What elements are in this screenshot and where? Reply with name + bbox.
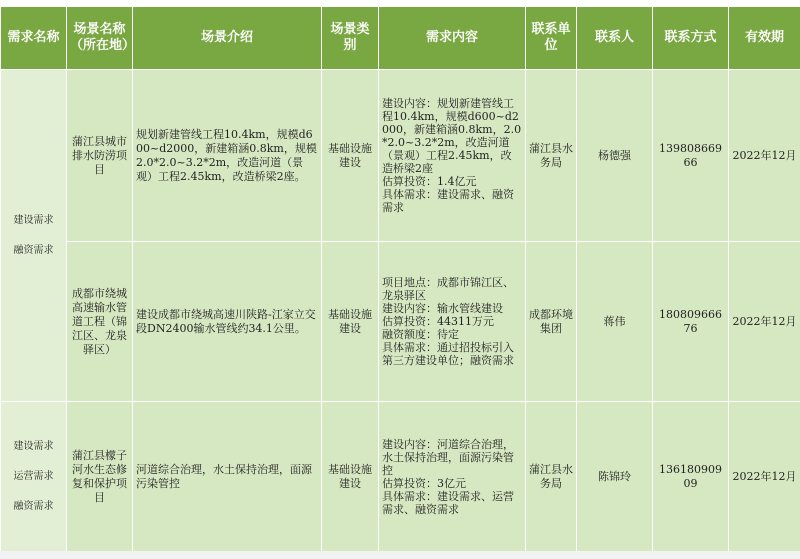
scene-category-cell: 基础设施建设 [322,70,379,242]
header-demand-name: 需求名称 [1,7,67,70]
content-line: 估算投资：1.4亿元 [382,175,477,188]
content-line: 项目地点：成都市锦江区、龙泉驿区 [382,276,514,302]
content-line: 估算投资：3亿元 [382,476,466,490]
header-scene-category: 场景类别 [322,7,379,70]
table-row [1,70,800,242]
content-line: 建设内容：输水管线建设 [382,302,503,315]
scene-name-cell: 蒲江县城市排水防涝项目 [67,70,133,242]
content-line: 具体需求：建设需求、融资需求 [382,188,514,214]
contact-unit-cell: 成都环境集团 [526,242,577,402]
table-row [1,242,800,402]
demand-content-cell [379,70,526,242]
scene-name-cell: 蒲江县檬子河水生态修复和保护项目 [67,402,133,552]
demand-type-cell [1,70,67,402]
contact-phone-cell: 13980866966 [653,70,729,242]
demand-type-label: 融资需求 [13,500,54,512]
content-line: 建设内容：规划新建管线工程10.4km，规模d600~d2000，新建箱涵0.8km，2.0*2.0~3.2*2m，改造河道（景观）工程2.45km，改造桥梁2座 [382,97,522,175]
contact-person-cell: 杨德强 [577,70,653,242]
scene-intro-cell: 河道综合治理，水土保持治理，面源污染管控 [133,402,322,552]
scene-intro-cell: 规划新建管线工程10.4km，规模d600~d2000，新建箱涵0.8km，规模2.0*2.0~3.2*2m，改造河道（景观）工程2.45km，改造桥梁2座。 [133,70,322,242]
validity-cell: 2022年12月 [729,402,800,552]
content-line: 建设内容：河道综合治理，水土保持治理，面源污染管控 [382,437,514,477]
demand-type-label: 融资需求 [13,244,54,256]
bottom-strip [0,551,800,559]
validity-cell: 2022年12月 [729,242,800,402]
scene-name-cell: 成都市绕城高速输水管道工程（锦江区、龙泉驿区） [67,242,133,402]
content-line: 具体需求：建设需求、运营需求、融资需求 [382,489,514,516]
demand-type-label: 建设需求 [13,440,54,452]
contact-phone-cell: 18080966676 [653,242,729,402]
header-contact-person: 联系人 [577,7,653,70]
demand-type-cell [1,402,67,552]
validity-cell: 2022年12月 [729,70,800,242]
header-demand-content: 需求内容 [379,7,526,70]
contact-unit-cell: 蒲江县水务局 [526,70,577,242]
scene-category-cell: 基础设施建设 [322,402,379,552]
contact-phone-cell: 13618090909 [653,402,729,552]
contact-unit-cell: 蒲江县水务局 [526,402,577,552]
content-line: 融资额度：待定 [382,328,459,341]
content-line: 具体需求：通过招投标引入第三方建设单位；融资需求 [382,341,514,367]
demand-content-cell [379,402,526,552]
header-row [1,7,800,70]
header-validity: 有效期 [729,7,800,70]
header-scene-intro: 场景介绍 [133,7,322,70]
demand-content-cell [379,242,526,402]
header-scene-name: 场景名称（所在地） [67,7,133,70]
demand-type-label: 运营需求 [13,470,54,482]
demand-table [0,6,800,552]
contact-person-cell: 蒋伟 [577,242,653,402]
scene-intro-cell: 建设成都市绕城高速川陕路-江家立交段DN2400输水管线约34.1公里。 [133,242,322,402]
header-contact-phone: 联系方式 [653,7,729,70]
content-line: 估算投资：44311万元 [382,315,494,328]
demand-type-label: 建设需求 [13,214,54,226]
header-contact-unit: 联系单位 [526,7,577,70]
scene-category-cell: 基础设施建设 [322,242,379,402]
contact-person-cell: 陈锦玲 [577,402,653,552]
table-row [1,402,800,552]
